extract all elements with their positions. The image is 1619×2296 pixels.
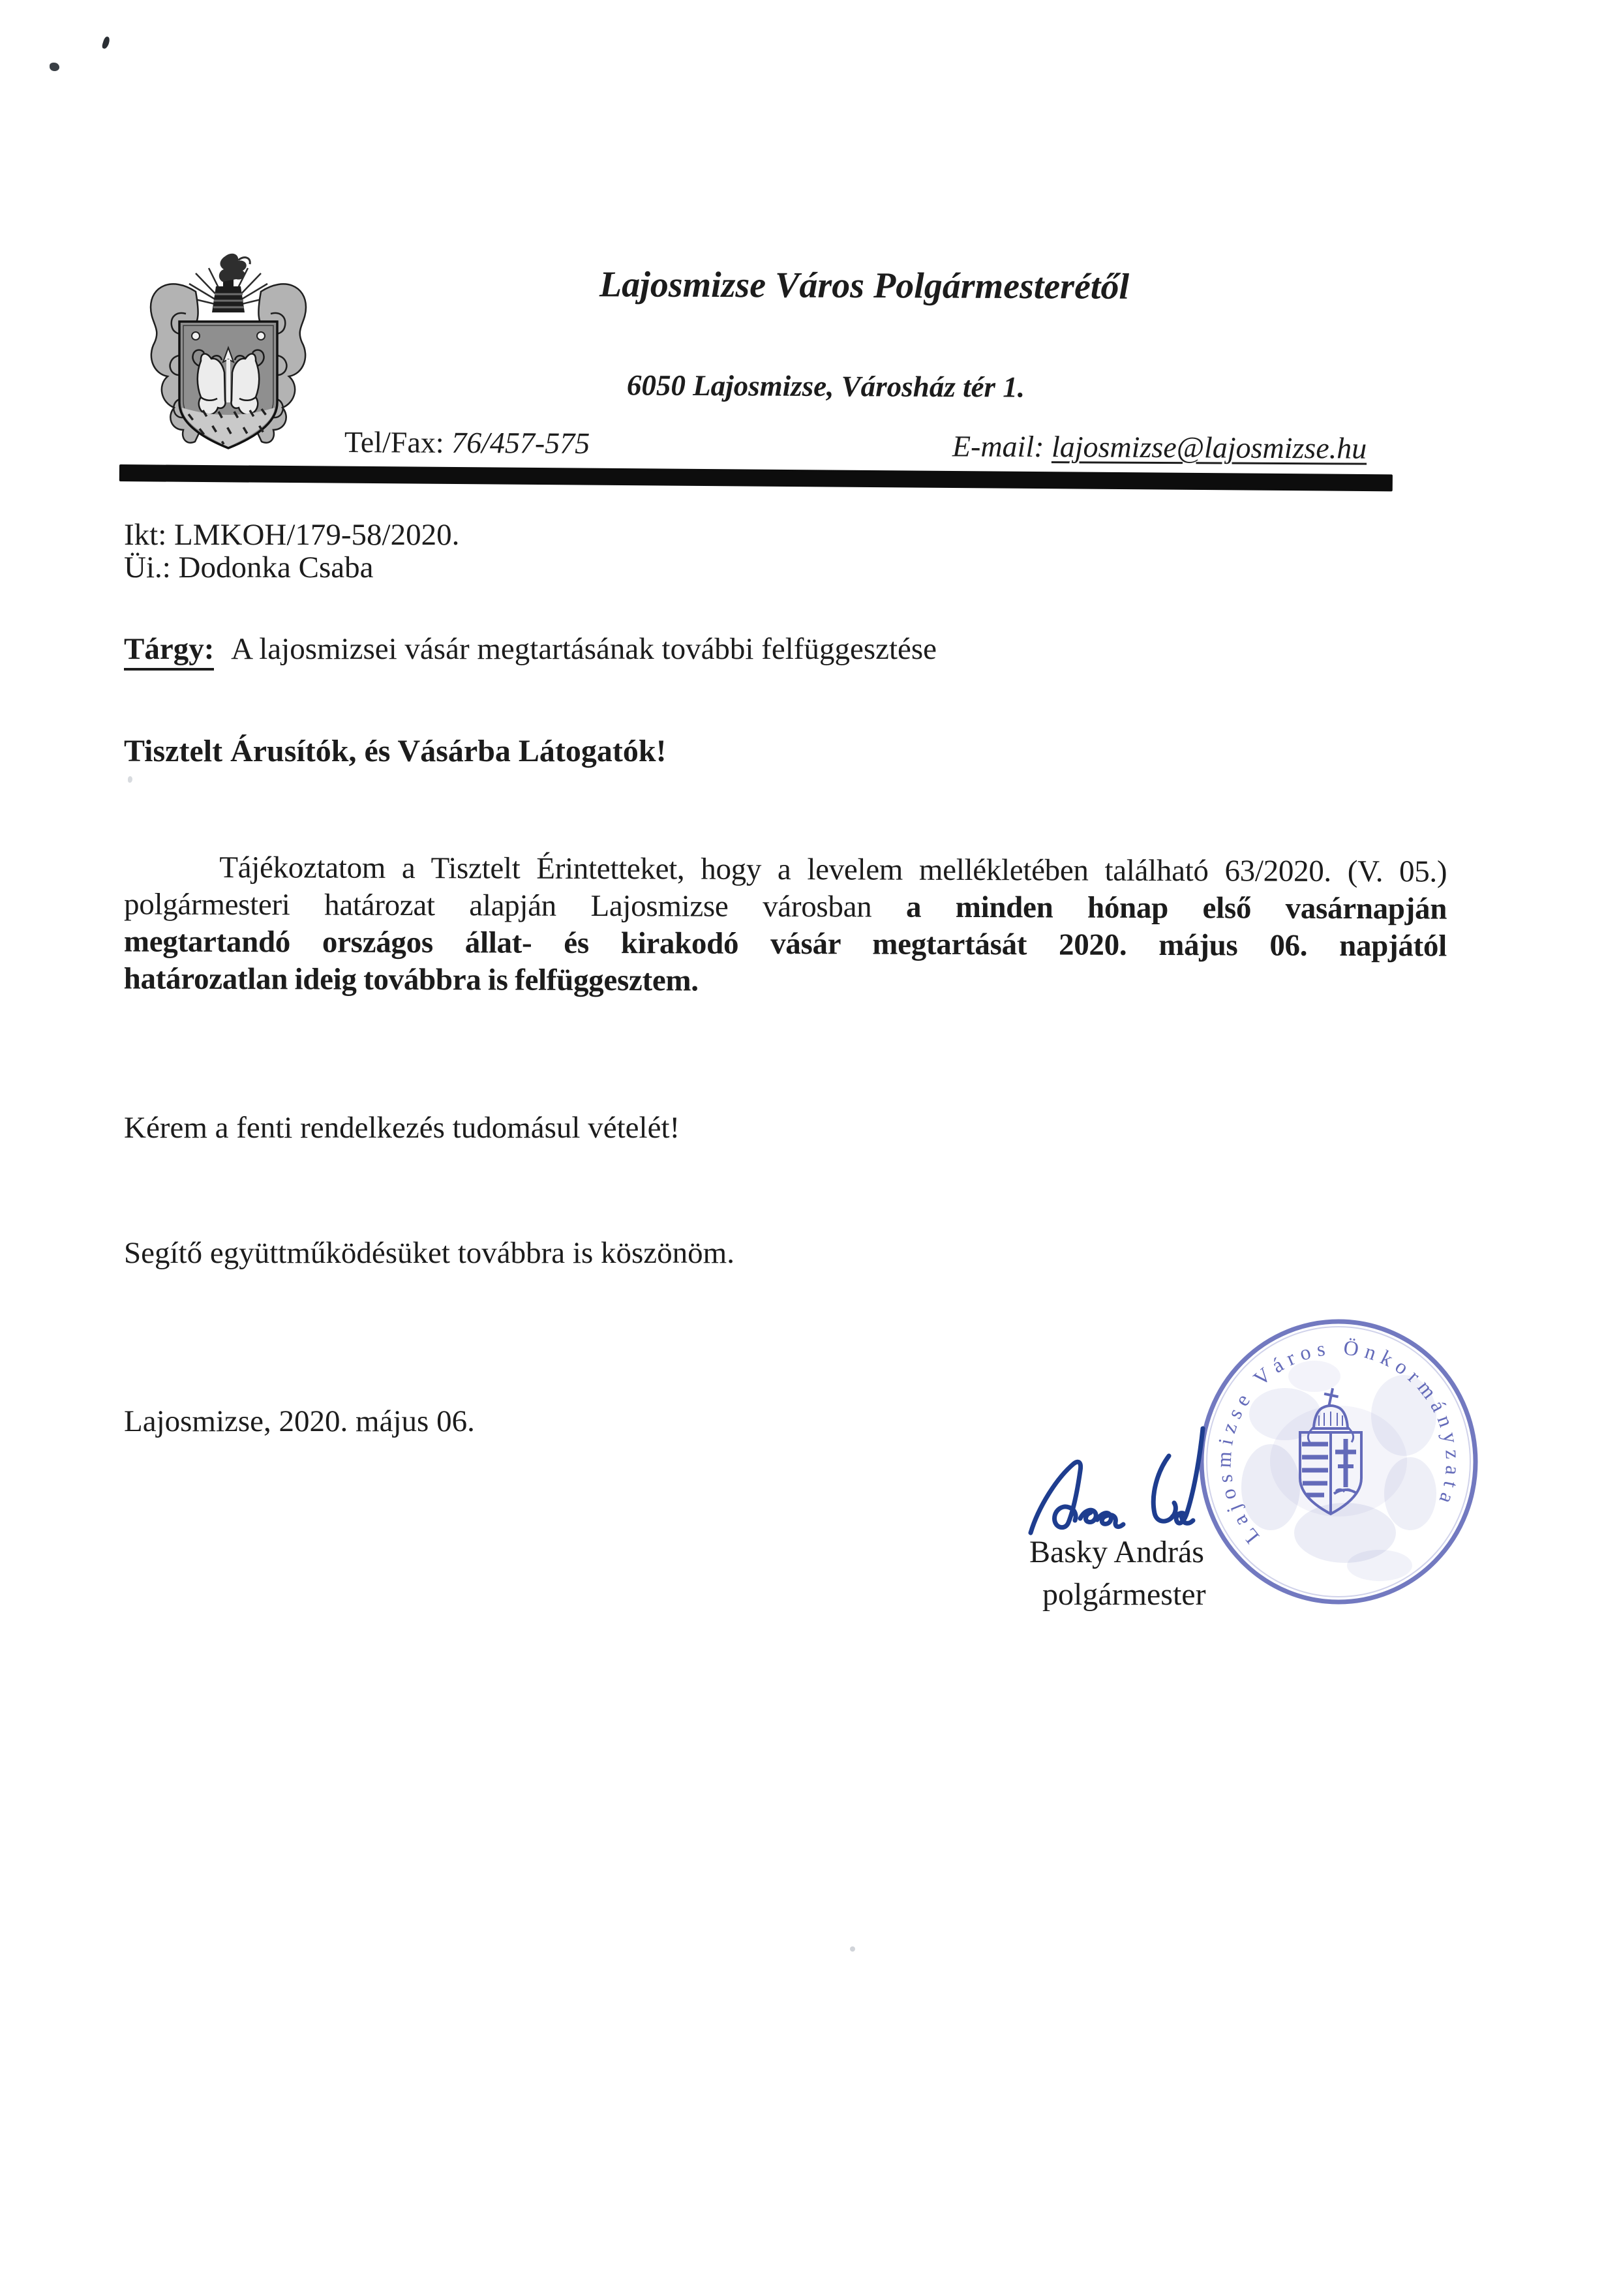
subject-line [124,634,937,665]
header-divider-rule [119,464,1393,491]
request-line: Kérem a fenti rendelkezés tudomásul vételét! [124,1111,680,1145]
helmet [212,286,245,312]
scan-speck [50,63,59,71]
main-paragraph [124,849,1447,1002]
signer-name: Basky András [1029,1535,1204,1569]
telfax-label: Tel/Fax: [344,425,444,459]
stamp-ink-texture [1241,1361,1436,1581]
subject-label: Tárgy: [124,632,214,671]
paragraph-line: megtartandó országos állat- és kirakodó vásár megtartását 2020. május 06. napjától [123,924,1447,963]
telfax-value: 76/457-575 [451,425,590,460]
email-label: E-mail: [952,429,1044,464]
sender-address: 6050 Lajosmizse, Városház tér 1. [626,369,1025,404]
subject-text: A lajosmizsei vásár megtartásának további felfüggesztése [231,632,937,666]
date-line: Lajosmizse, 2020. május 06. [124,1404,475,1438]
city-coat-of-arms-icon [134,251,323,463]
paragraph-line: polgármesteri határozat alapján Lajosmizse városban a minden hónap első vasárnapján [124,887,1447,926]
scan-speck [128,776,132,783]
scan-speck [101,36,110,50]
signature-handwriting [1018,1422,1220,1546]
paragraph-line: határozatlan ideig továbbra is felfüggesztem. [123,961,699,998]
official-round-stamp [1194,1316,1487,1610]
case-handler: Üi.: Dodonka Csaba [124,551,374,584]
stamp-ring-text: Lajosmizse Város Önkormányzata [1211,1335,1466,1548]
salutation: Tisztelt Árusítók, és Vásárba Látogatók! [124,734,667,768]
email-address: lajosmizse@lajosmizse.hu [1051,430,1367,465]
telfax-line [344,427,590,459]
signer-role: polgármester [1042,1577,1206,1612]
paragraph-line: Tájékoztatom a Tisztelt Érintetteket, hogy a levelem mellékletében található 63/2020. (V. 05.) [219,850,1447,889]
reference-number: Ikt: LMKOH/179-58/2020. [124,518,460,552]
scan-speck [850,1946,855,1952]
sender-title: Lajosmizse Város Polgármesterétől [599,264,1130,307]
email-line [952,431,1367,463]
thanks-line: Segítő együttműködésüket továbbra is köszönöm. [124,1236,734,1270]
